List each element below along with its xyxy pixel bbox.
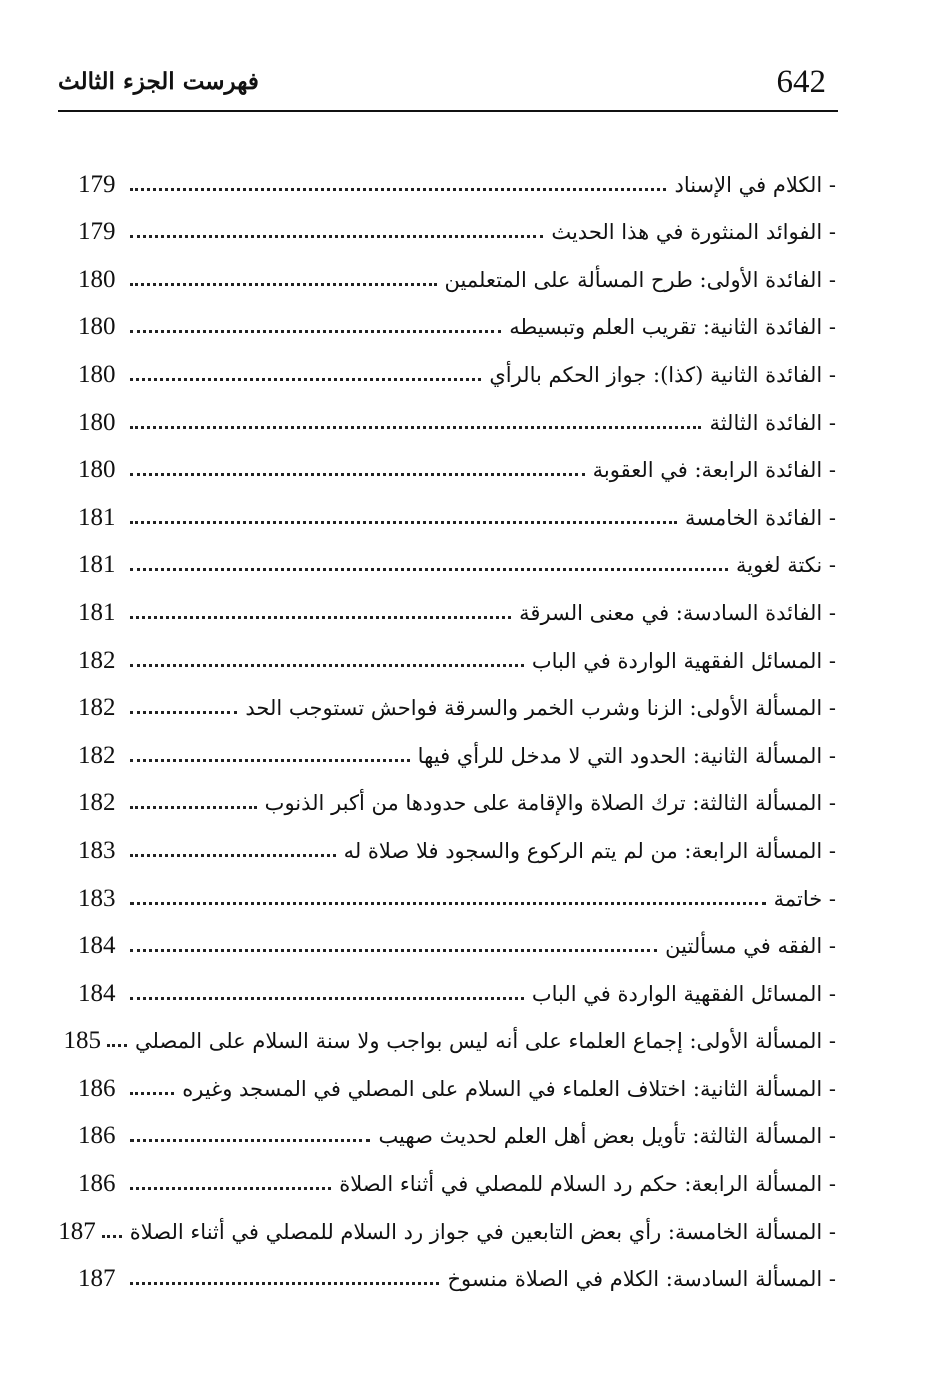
toc-entry bbox=[78, 247, 836, 295]
toc-entry-page: 180 bbox=[78, 408, 116, 436]
dot-leader bbox=[130, 711, 237, 714]
toc-entry bbox=[78, 914, 836, 962]
toc-entry-title: - نكتة لغوية bbox=[736, 553, 836, 578]
toc-entry-page: 183 bbox=[78, 884, 116, 912]
dot-leader bbox=[130, 806, 257, 809]
toc-entry bbox=[78, 485, 836, 533]
toc-entry-page: 186 bbox=[78, 1122, 116, 1150]
toc-entry-title: - المسألة الخامسة: رأي بعض التابعين في جواز رد السلام للمصلي في أثناء الصلاة bbox=[129, 1219, 836, 1244]
toc-entry bbox=[78, 961, 836, 1009]
toc-entry-page: 182 bbox=[78, 646, 116, 674]
toc-entry bbox=[78, 200, 836, 248]
dot-leader bbox=[130, 1282, 439, 1285]
toc-entry-title: - المسألة الرابعة: من لم يتم الركوع والسجود فلا صلاة له bbox=[343, 838, 836, 863]
page-header bbox=[58, 58, 838, 112]
toc-entry-page: 182 bbox=[78, 789, 116, 817]
toc-entry-title: - الفقه في مسألتين bbox=[665, 934, 836, 959]
toc-entry bbox=[78, 342, 836, 390]
toc-entry-page: 180 bbox=[78, 456, 116, 484]
toc-entry-title: - المسألة الثانية: الحدود التي لا مدخل للرأي فيها bbox=[417, 743, 836, 768]
toc-entry-title: - المسألة الرابعة: حكم رد السلام للمصلي في أثناء الصلاة bbox=[339, 1172, 836, 1197]
toc-entry-title: - خاتمة bbox=[773, 886, 836, 911]
toc-entry-title: - المسائل الفقهية الواردة في الباب bbox=[531, 648, 836, 673]
dot-leader bbox=[130, 759, 410, 762]
toc-entry-page: 180 bbox=[78, 265, 116, 293]
dot-leader bbox=[130, 1092, 174, 1095]
toc-entry-page: 182 bbox=[78, 694, 116, 722]
toc-entry-title: - الفائدة الثانية: تقريب العلم وتبسيطه bbox=[509, 315, 836, 340]
toc-entry-title: - المسألة الأولى: الزنا وشرب الخمر والسرقة فواحش تستوجب الحد bbox=[245, 696, 836, 721]
toc-entry bbox=[78, 152, 836, 200]
toc-entry-page: 184 bbox=[78, 932, 116, 960]
toc-entry bbox=[58, 1199, 836, 1247]
dot-leader bbox=[130, 521, 677, 524]
toc-entry bbox=[78, 676, 836, 724]
toc-entry bbox=[78, 818, 836, 866]
toc-entry-page: 187 bbox=[58, 1217, 96, 1245]
toc-entry-page: 182 bbox=[78, 741, 116, 769]
toc-entry-page: 180 bbox=[78, 360, 116, 388]
toc-entry bbox=[78, 1151, 836, 1199]
dot-leader bbox=[130, 568, 728, 571]
toc-entry-title: - المسائل الفقهية الواردة في الباب bbox=[531, 981, 836, 1006]
toc-entry bbox=[78, 1247, 836, 1295]
toc-entry-title: - المسألة الثالثة: ترك الصلاة والإقامة على حدودها من أكبر الذنوب bbox=[264, 791, 836, 816]
toc-entry-title: - المسألة الثانية: اختلاف العلماء في السلام على المصلي في المسجد وغيره bbox=[182, 1076, 836, 1101]
toc-entry bbox=[78, 390, 836, 438]
dot-leader bbox=[107, 1044, 127, 1047]
toc-entry-title: - الفائدة الثانية (كذا): جواز الحكم بالرأي bbox=[489, 362, 836, 387]
dot-leader bbox=[130, 902, 766, 905]
dot-leader bbox=[130, 997, 524, 1000]
toc-entry-title: - الفائدة الثالثة bbox=[709, 410, 836, 435]
running-title: فهرست الجزء الثالث bbox=[58, 68, 259, 95]
toc-entry-page: 179 bbox=[78, 218, 116, 246]
toc-entry bbox=[78, 533, 836, 581]
toc-entry-page: 179 bbox=[78, 170, 116, 198]
toc-entry-page: 180 bbox=[78, 313, 116, 341]
toc-entry-page: 183 bbox=[78, 836, 116, 864]
toc-entry-title: - الكلام في الإسناد bbox=[674, 172, 836, 197]
dot-leader bbox=[130, 854, 336, 857]
dot-leader bbox=[130, 664, 524, 667]
toc-entry-page: 186 bbox=[78, 1074, 116, 1102]
dot-leader bbox=[130, 330, 501, 333]
dot-leader bbox=[130, 188, 666, 191]
toc-entry-page: 187 bbox=[78, 1265, 116, 1293]
dot-leader bbox=[130, 616, 511, 619]
toc-entry bbox=[78, 866, 836, 914]
dot-leader bbox=[130, 426, 701, 429]
page-number: 642 bbox=[776, 64, 826, 100]
toc-entry-page: 181 bbox=[78, 503, 116, 531]
toc-entry-title: - المسألة السادسة: الكلام في الصلاة منسوخ bbox=[447, 1267, 836, 1292]
dot-leader bbox=[130, 283, 437, 286]
dot-leader bbox=[102, 1235, 122, 1238]
toc-entry-title: - الفائدة السادسة: في معنى السرقة bbox=[519, 600, 836, 625]
toc-entry-page: 186 bbox=[78, 1170, 116, 1198]
toc-entry bbox=[78, 580, 836, 628]
toc-entry-title: - الفائدة الأولى: طرح المسألة على المتعلمين bbox=[444, 267, 836, 292]
toc-entry-title: - الفوائد المنثورة في هذا الحديث bbox=[551, 220, 836, 245]
dot-leader bbox=[130, 1139, 370, 1142]
toc-entry-title: - المسألة الثالثة: تأويل بعض أهل العلم لحديث صهيب bbox=[378, 1124, 836, 1149]
toc-entry-title: - الفائدة الرابعة: في العقوبة bbox=[592, 458, 836, 483]
toc-entry bbox=[78, 771, 836, 819]
dot-leader bbox=[130, 378, 481, 381]
toc-entry bbox=[78, 295, 836, 343]
toc-entry-title: - الفائدة الخامسة bbox=[685, 505, 836, 530]
toc-entry-page: 185 bbox=[63, 1027, 102, 1055]
dot-leader bbox=[130, 949, 657, 952]
toc-entry bbox=[78, 1056, 836, 1104]
dot-leader bbox=[130, 473, 585, 476]
toc-entry-page: 181 bbox=[78, 598, 116, 626]
toc-entry bbox=[78, 628, 836, 676]
dot-leader bbox=[130, 1187, 331, 1190]
table-of-contents bbox=[58, 152, 836, 1294]
toc-entry bbox=[78, 1104, 836, 1152]
dot-leader bbox=[130, 235, 543, 238]
toc-entry bbox=[78, 723, 836, 771]
toc-entry-page: 184 bbox=[78, 979, 116, 1007]
toc-entry-page: 181 bbox=[78, 551, 116, 579]
toc-entry bbox=[63, 1009, 836, 1057]
toc-entry-title: - المسألة الأولى: إجماع العلماء على أنه ليس بواجب ولا سنة السلام على المصلي bbox=[135, 1029, 836, 1054]
toc-entry bbox=[78, 438, 836, 486]
